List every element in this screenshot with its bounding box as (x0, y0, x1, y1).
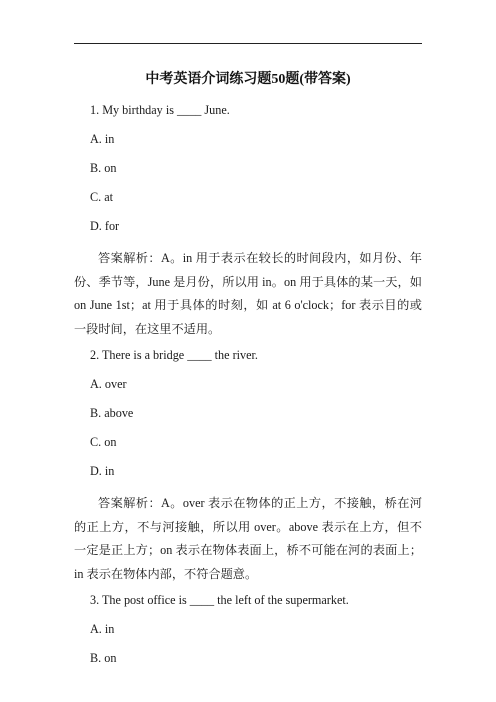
q2-explanation: 答案解析：A。over 表示在物体的正上方，不接触，桥在河的正上方，不与河接触，所以用 over。above 表示在上方，但不一定是正上方；on 表示在物体表面上，桥不可能在河的表面上；in 表示在物体内部，不符合题意。 (74, 496, 422, 581)
question-3: 3. The post office is ____ the left of the supermarket. (90, 593, 349, 607)
q1-option-c: C. at (90, 190, 114, 204)
question-2: 2. There is a bridge ____ the river. (90, 348, 258, 362)
q1-option-d: D. for (90, 219, 120, 233)
document-body (74, 102, 422, 679)
q1-option-a: A. in (90, 132, 115, 146)
top-rule (74, 43, 422, 44)
q2-option-a: A. over (90, 377, 127, 391)
q3-option-a: A. in (90, 622, 115, 636)
document-title: 中考英语介词练习题50题(带答案) (145, 72, 351, 87)
q2-option-b: B. above (90, 406, 134, 420)
q2-option-c: C. on (90, 435, 117, 449)
q1-explanation: 答案解析：A。in 用于表示在较长的时间段内，如月份、年份、季节等，June 是月份，所以用 in。on 用于具体的某一天，如 on June 1st；at 用于具体的时刻，如 at 6 o'clock；for 表示目的或一段时间，在这里不适用。 (74, 251, 422, 336)
q1-option-b: B. on (90, 161, 117, 175)
question-1: 1. My birthday is ____ June. (90, 103, 230, 117)
q2-option-d: D. in (90, 464, 115, 478)
q3-option-b: B. on (90, 651, 117, 665)
